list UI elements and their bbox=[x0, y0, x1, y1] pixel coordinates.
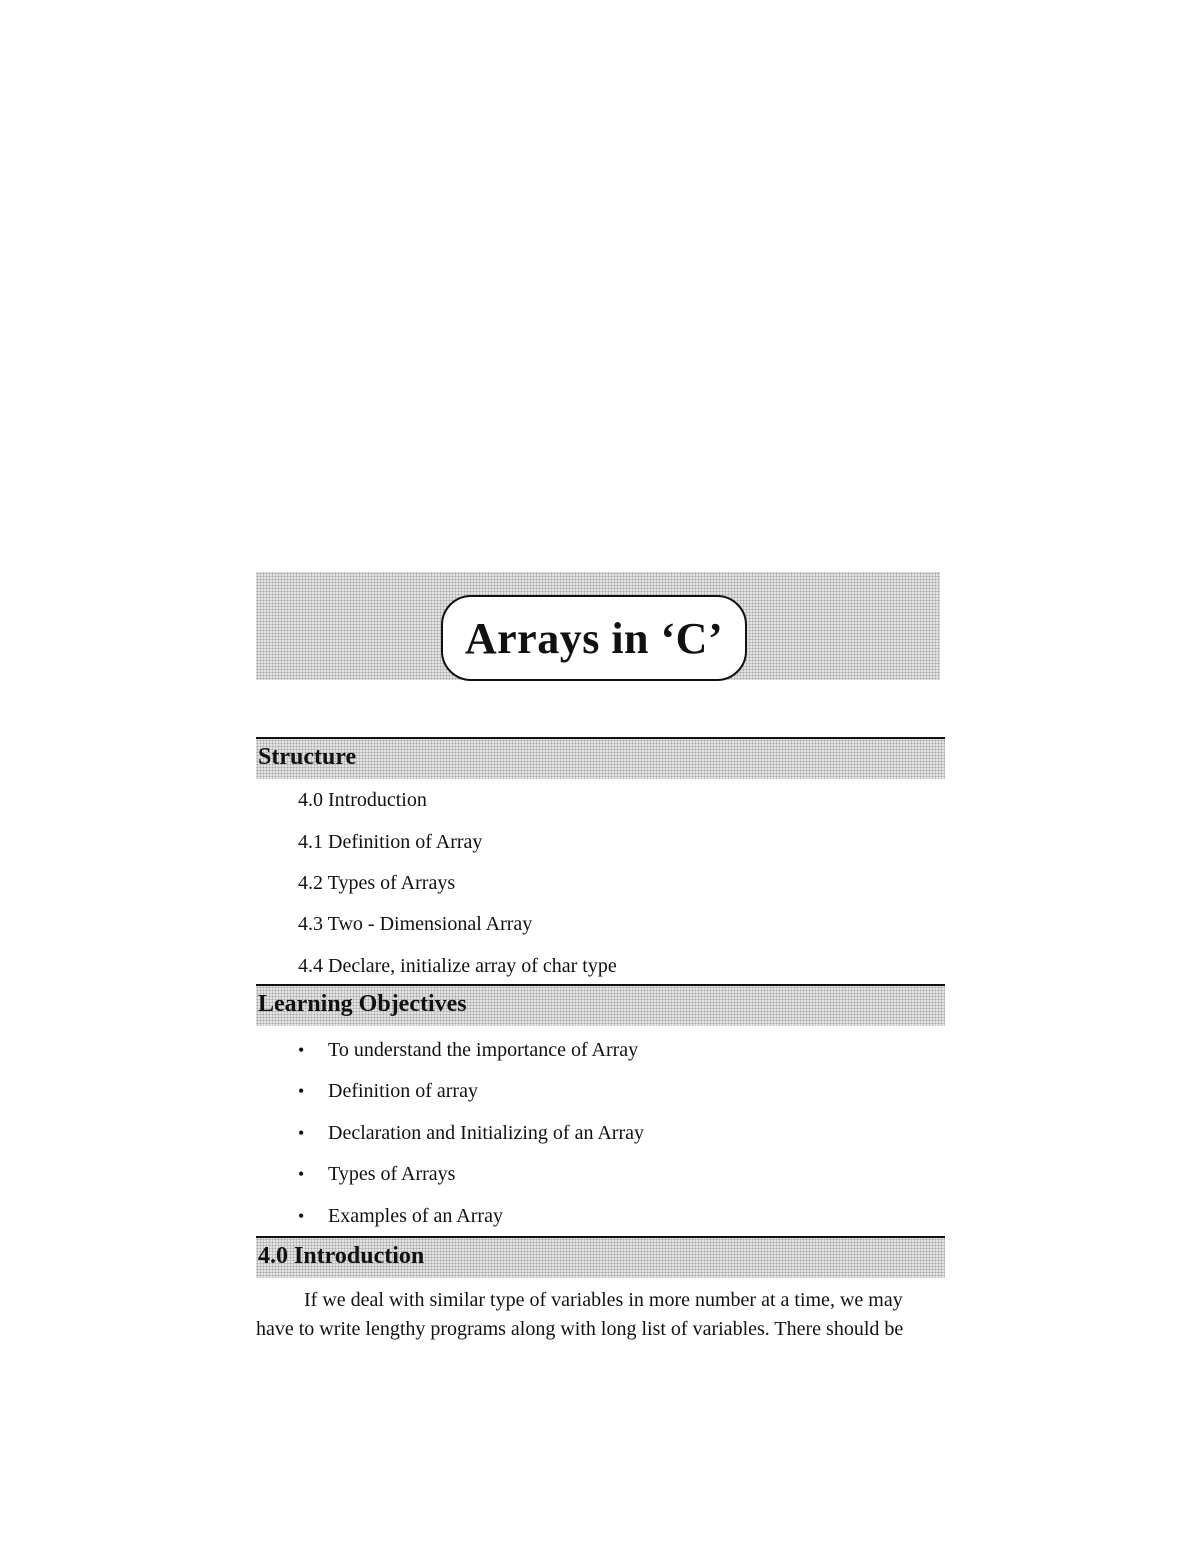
bullet-icon: • bbox=[298, 1164, 305, 1184]
structure-item: 4.1 Definition of Array bbox=[298, 831, 483, 853]
paragraph-line: have to write lengthy programs along with long list of variables. There should be bbox=[256, 1318, 904, 1340]
introduction-heading: 4.0 Introduction bbox=[258, 1243, 425, 1269]
objective-text: Definition of array bbox=[328, 1080, 478, 1102]
objectives-heading-bar bbox=[256, 984, 945, 1026]
paragraph-line: If we deal with similar type of variables in more number at a time, we may bbox=[304, 1289, 903, 1311]
chapter-title: Arrays in ‘C’ bbox=[464, 613, 724, 663]
bullet-icon: • bbox=[298, 1123, 305, 1143]
objectives-heading: Learning Objectives bbox=[258, 991, 467, 1017]
structure-heading: Structure bbox=[258, 744, 357, 770]
bullet-icon: • bbox=[298, 1040, 305, 1060]
objective-item bbox=[298, 1163, 455, 1186]
objective-item bbox=[298, 1205, 503, 1228]
objective-text: Types of Arrays bbox=[328, 1163, 456, 1185]
objective-item bbox=[298, 1080, 478, 1103]
structure-item: 4.0 Introduction bbox=[298, 789, 427, 811]
chapter-title-box bbox=[441, 595, 747, 681]
objective-text: Examples of an Array bbox=[328, 1205, 503, 1227]
structure-heading-bar bbox=[256, 737, 945, 779]
objective-item bbox=[298, 1039, 638, 1062]
objective-text: To understand the importance of Array bbox=[328, 1039, 639, 1061]
bullet-icon: • bbox=[298, 1206, 305, 1226]
structure-item: 4.4 Declare, initialize array of char type bbox=[298, 955, 617, 977]
objective-text: Declaration and Initializing of an Array bbox=[328, 1122, 644, 1144]
structure-item: 4.2 Types of Arrays bbox=[298, 872, 456, 894]
introduction-heading-bar bbox=[256, 1236, 945, 1278]
objective-item bbox=[298, 1122, 644, 1145]
structure-item: 4.3 Two - Dimensional Array bbox=[298, 913, 533, 935]
bullet-icon: • bbox=[298, 1081, 305, 1101]
